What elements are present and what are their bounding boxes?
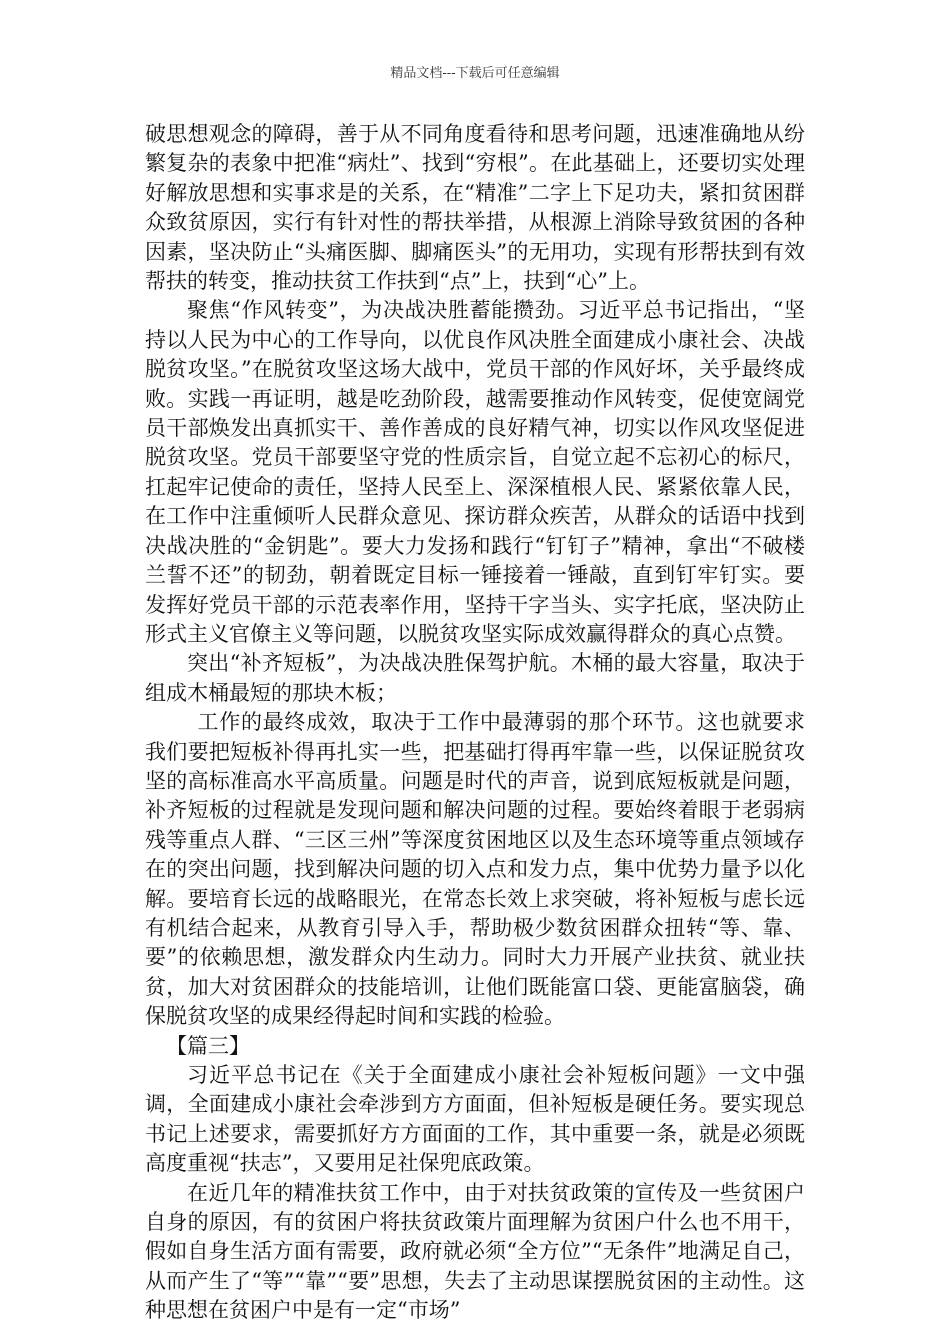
- page-header: 精品文档---下载后可任意编辑: [390, 66, 560, 81]
- paragraph-final-effect: 工作的最终成效，取决于工作中最薄弱的那个环节。这也就要求我们要把短板补得再扎实一些，把基础打得再牢靠一些，以保证脱贫攻坚的高标准高水平高质量。问题是时代的声音，说到底短板就是问题，补齐短板的过程就是发现问题和解决问题的过程。要始终着眼于老弱病残等重点人群、“三区三州”等深度贫困地区以及生态环境等重点领域存在的突出问题，找到解决问题的切入点和发力点，集中优势力量予以化解。要培育长远的战略眼光，在常态长效上求突破，将补短板与虑长远有机结合起来，从教育引导入手，帮助极少数贫困群众扭转“等、靠、要”的依赖思想，激发群众内生动力。同时大力开展产业扶贫、就业扶贫，加大对贫困群众的技能培训，让他们既能富口袋、更能富脑袋，确保脱贫攻坚的成果经得起时间和实践的检验。: [145, 710, 805, 1029]
- section-heading: 【篇三】: [166, 1033, 250, 1058]
- paragraph-continuation: 破思想观念的障碍，善于从不同角度看待和思考问题，迅速准确地从纷繁复杂的表象中把准“病灶”、找到“穷根”。在此基础上，还要切实处理好解放思想和实事求是的关系，在“精准”二字上下足功夫，紧扣贫困群众致贫原因，实行有针对性的帮扶举措，从根源上消除导致贫困的各种因素，坚决防止“头痛医脚、脚痛医头”的无用功，实现有形帮扶到有效帮扶的转变，推动扶贫工作扶到“点”上，扶到“心”上。: [145, 122, 805, 294]
- paragraph-poverty-mindset: 在近几年的精准扶贫工作中，由于对扶贫政策的宣传及一些贫困户自身的原因，有的贫困户将扶贫政策片面理解为贫困户什么也不用干，假如自身生活方面有需要，政府就必须“全方位”“无条件”地满足自己，从而产生了“等”“靠”“要”思想，失去了主动思谋摆脱贫困的主动性。这种思想在贫困户中是有一定“市场”: [145, 1180, 805, 1323]
- paragraph-short-board: 突出“补齐短板”，为决战决胜保驾护航。木桶的最大容量，取决于组成木桶最短的那块木板；: [145, 651, 805, 705]
- paragraph-work-style: 聚焦“作风转变”，为决战决胜蓄能攒劲。习近平总书记指出，“坚持以人民为中心的工作导向，以优良作风决胜全面建成小康社会、决战脱贫攻坚。”在脱贫攻坚这场大战中，党员干部的作风好坏，关乎最终成败。实践一再证明，越是吃劲阶段，越需要推动作风转变，促使宽阔党员干部焕发出真抓实干、善作善成的良好精气神，切实以作风攻坚促进脱贫攻坚。党员干部要坚守党的性质宗旨，自觉立起不忘初心的标尺，扛起牢记使命的责任，坚持人民至上、深深植根人民、紧紧依靠人民，在工作中注重倾听人民群众意见、探访群众疾苦，从群众的话语中找到决战决胜的“金钥匙”。要大力发扬和践行“钉钉子”精神，拿出“不破楼兰誓不还”的韧劲，朝着既定目标一锤接着一锤敲，直到钉牢钉实。要发挥好党员干部的示范表率作用，坚持干字当头、实字托底，坚决防止形式主义官僚主义等问题，以脱贫攻坚实际成效赢得群众的真心点赞。: [145, 298, 805, 646]
- document-body: [145, 120, 805, 1326]
- paragraph-article-intro: 习近平总书记在《关于全面建成小康社会补短板问题》一文中强调，全面建成小康社会牵涉到方方面面，但补短板是硬任务。要实现总书记上述要求，需要抓好方方面面的工作，其中重要一条，就是必须既高度重视“扶志”，又要用足社保兜底政策。: [145, 1063, 805, 1176]
